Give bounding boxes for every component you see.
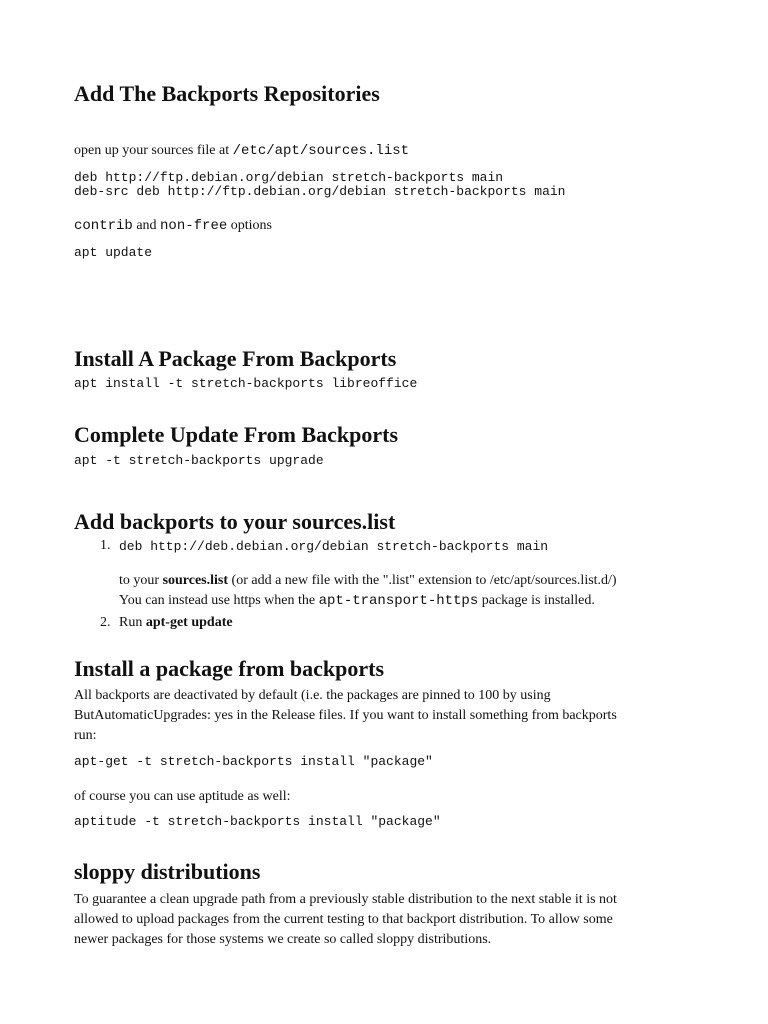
heading-add-backports-sources-list: Add backports to your sources.list: [74, 509, 396, 534]
backports-para-line-3: run:: [74, 728, 97, 743]
instruction-text: open up your sources file at: [74, 143, 233, 158]
sources-file-instruction: [74, 141, 409, 161]
run-text: Run: [119, 615, 146, 630]
sloppy-para-line-2: allowed to upload packages from the current testing to that backport distribution. To allow some: [74, 912, 613, 927]
heading-install-package-lowercase: Install a package from backports: [74, 656, 385, 681]
code-apt-update: apt update: [74, 245, 153, 260]
sloppy-para-line-1: To guarantee a clean upgrade path from a previously stable distribution to the next stable it is not: [74, 892, 617, 907]
code-deb-line: deb http://ftp.debian.org/debian stretch-backports main: [74, 170, 504, 185]
and-text: and: [132, 218, 161, 233]
heading-sloppy-distributions: sloppy distributions: [74, 859, 261, 884]
backports-para-line-2: ButAutomaticUpgrades: yes in the Release files. If you want to install something from backports: [74, 708, 617, 723]
apt-transport-https-code: apt-transport-https: [318, 593, 479, 609]
list-number-2: 2.: [100, 615, 111, 630]
code-aptitude-install: aptitude -t stretch-backports install "package": [74, 814, 441, 829]
code-deb-src-line: deb-src deb http://ftp.debian.org/debian stretch-backports main: [74, 184, 566, 199]
options-text: options: [227, 218, 272, 233]
list-item-1-text: [119, 571, 617, 591]
heading-install-package-from-backports: Install A Package From Backports: [74, 346, 397, 371]
heading-complete-update: Complete Update From Backports: [74, 422, 399, 447]
code-deb-backports-line: deb http://deb.debian.org/debian stretch-backports main: [119, 539, 549, 554]
backports-para-line-1: All backports are deactivated by default (i.e. the packages are pinned to 100 by using: [74, 688, 551, 703]
contrib-nonfree-note: [74, 216, 272, 236]
code-apt-upgrade: apt -t stretch-backports upgrade: [74, 453, 324, 468]
https-note-b: package is installed.: [478, 593, 595, 608]
sources-list-path: /etc/apt/sources.list: [232, 143, 410, 159]
apt-get-update-bold: apt-get update: [145, 615, 233, 630]
heading-add-backports-repositories: Add The Backports Repositories: [74, 81, 380, 106]
sources-list-bold: sources.list: [162, 573, 229, 588]
aptitude-note: of course you can use aptitude as well:: [74, 789, 291, 804]
list-number-1: 1.: [100, 538, 111, 553]
code-apt-install: apt install -t stretch-backports libreoffice: [74, 376, 418, 391]
code-apt-get-install: apt-get -t stretch-backports install "package": [74, 754, 433, 769]
list-item-1-rest: (or add a new file with the ".list" extension to /etc/apt/sources.list.d/): [228, 573, 617, 588]
sloppy-para-line-3: newer packages for those systems we create so called sloppy distributions.: [74, 932, 492, 947]
contrib-code: contrib: [74, 218, 133, 234]
nonfree-code: non-free: [160, 218, 228, 234]
list-item-2-text: [119, 613, 233, 633]
list-item-1-https-note: [119, 591, 595, 611]
https-note-a: You can instead use https when the: [119, 593, 319, 608]
to-your-text: to your: [119, 573, 163, 588]
